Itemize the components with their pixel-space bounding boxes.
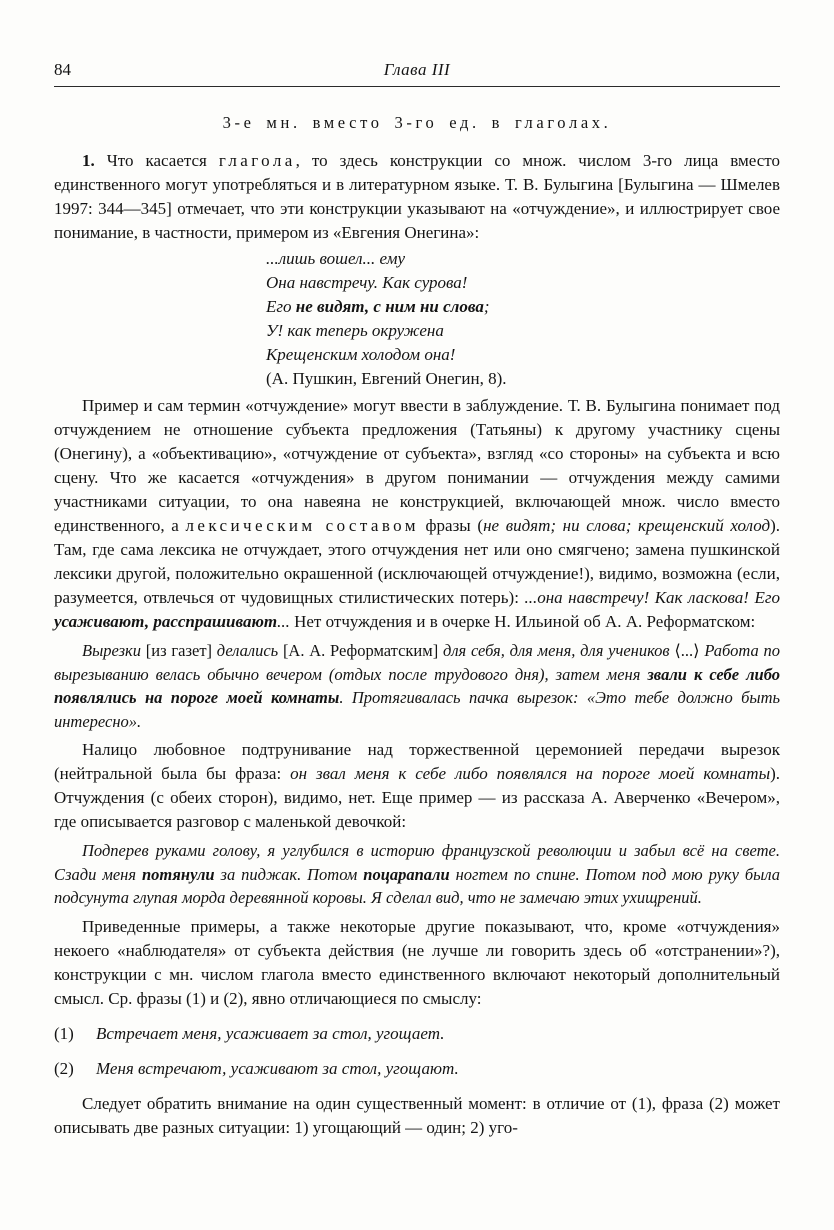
text-segment: 1. <box>82 151 107 170</box>
text-segment: ногтем по спине. Потом под мою руку была подсунута глупая морда деревянной коровы. Я сделал вид, что не замечаю этих ухищрений. <box>54 864 780 907</box>
text-segment: [из газет] <box>145 641 217 660</box>
paragraph <box>54 738 780 834</box>
verse-block <box>266 247 780 391</box>
text-segment: У! как теперь окружена <box>266 321 444 340</box>
text-segment: усаживают, расспрашивают <box>54 612 278 631</box>
example-number: (2) <box>54 1058 74 1078</box>
text-segment: Его <box>266 297 296 316</box>
text-segment: ). Отчуждения (с обеих сторон), видимо, нет. Еще пример — из рассказа А. Аверченко «Вечером», где описывается разговор с маленькой девочкой: <box>54 764 781 831</box>
page-content <box>54 149 780 1140</box>
quote-block <box>54 839 780 910</box>
text-segment: делались <box>216 641 283 660</box>
text-segment: Нет отчуждения и в очерке Н. Ильиной об А. А. Реформатском: <box>289 612 756 631</box>
numbered-example <box>54 1022 780 1046</box>
example-text: Меня встречают, усаживают за стол, угощают. <box>96 1058 459 1078</box>
verse-line <box>266 247 780 271</box>
verse-line <box>266 319 780 343</box>
paragraph <box>54 915 780 1011</box>
text-segment: Работа по вырезыванию велась обычно вечером (отдых после трудового дня), затем меня <box>54 641 781 684</box>
text-segment: . Протягивалась пачка вырезок: «Это тебе должно быть интересно». <box>54 688 780 731</box>
text-segment: ⟨...⟩ <box>674 641 700 660</box>
text-segment: звали к себе либо появлялись на пороге моей комнаты <box>54 664 780 707</box>
text-segment: Что касается <box>106 151 219 170</box>
section-heading: 3-е мн. вместо 3-го ед. в глаголах. <box>222 113 612 132</box>
text-segment: Подперев руками голову, я углубился в историю французской революции и забыл всё на свете. Сзади меня <box>54 841 780 884</box>
chapter-title: Глава III <box>383 60 451 79</box>
page-header <box>54 60 780 87</box>
text-segment: лексическим составом <box>185 516 419 535</box>
text-segment: Вырезки <box>82 641 146 660</box>
numbered-example <box>54 1057 780 1081</box>
text-segment: фразы ( <box>418 516 484 535</box>
text-segment: не видят; ни слова; крещенский холод <box>483 516 771 535</box>
page-number: 84 <box>54 60 71 79</box>
text-segment: [А. А. Реформатским] <box>282 641 443 660</box>
text-segment: ... <box>277 612 290 631</box>
text-segment: , то здесь конструкции со множ. числом 3-го лица вместо единственного могут употребляться и в литературном языке. Т. В. Булыгина [Булыгина — Шмелев 1997: 344—345] отмечает, что эти конструкции указывают на «отчуждение», и иллюстрирует свое понимание, в частности, примером из «Евгения Онегина»: <box>54 151 781 242</box>
text-segment: не видят, с ним ни слова <box>295 297 484 316</box>
paragraph <box>54 1092 780 1140</box>
quote-block <box>54 639 780 733</box>
text-segment: для себя, для меня, для учеников <box>442 641 675 660</box>
text-segment: он звал меня к себе либо появлялся на пороге моей комнаты <box>290 764 771 783</box>
text-segment: Крещенским холодом она! <box>266 345 456 364</box>
text-segment: Приведенные примеры, а также некоторые другие показывают, что, кроме «отчуждения» некоего «наблюдателя» от субъекта действия (не лучше ли говорить здесь об «отстранении»?), конструкции с мн. числом глагола вместо единственного включают некоторый дополнительный смысл. Ср. фразы (1) и (2), явно отличающиеся по смыслу: <box>54 916 780 1008</box>
text-segment: за пиджак. Потом <box>214 864 364 884</box>
text-segment: потянули <box>141 864 215 884</box>
text-segment: ; <box>483 297 490 316</box>
text-segment: ). Там, где сама лексика не отчуждает, этого отчуждения нет или оно смягчено; замена пушкинской лексики другой, положительно окрашенной (исключающей отчуждение!), видимо, возможна (если, разумеется, отвлечься от чудовищных стилистических потерь): <box>54 516 781 607</box>
example-text: Встречает меня, усаживает за стол, угощает. <box>96 1023 445 1043</box>
text-segment: глагола <box>218 151 296 170</box>
text-segment: ...лишь вошел... ему <box>266 249 406 268</box>
text-segment: Пример и сам термин «отчуждение» могут ввести в заблуждение. Т. В. Булыгина понимает под отчуждением не отношение субъекта предложения (Татьяны) к другому участнику сцены (Онегину), а «объективацию», «отчуждение от субъекта», взгляд «со стороны» на субъекта и всю сцену. Что же касается «отчуждения» в другом понимании — отчуждения между самими участниками ситуации, то она навеяна не конструкцией, включающей множ. число вместо единственного, а <box>54 396 780 535</box>
text-segment: ...она навстречу! Как ласкова! Его <box>524 588 780 607</box>
verse-line <box>266 367 780 391</box>
text-segment: Следует обратить внимание на один существенный момент: в отличие от (1), фраза (2) может описывать две разных ситуации: 1) угощающий — один; 2) уго- <box>54 1093 780 1137</box>
text-segment: Она навстречу. Как сурова! <box>266 273 468 292</box>
text-segment: Налицо любовное подтрунивание над торжественной церемонией передачи вырезок (нейтральной была бы фраза: <box>54 740 780 783</box>
verse-line <box>266 343 780 367</box>
paragraph <box>54 394 780 634</box>
verse-line <box>266 271 780 295</box>
text-segment: (А. Пушкин, Евгений Онегин, 8). <box>266 369 507 388</box>
paragraph <box>54 149 780 245</box>
verse-line <box>266 295 780 319</box>
text-segment: поцарапали <box>363 864 450 884</box>
example-number: (1) <box>54 1023 74 1043</box>
